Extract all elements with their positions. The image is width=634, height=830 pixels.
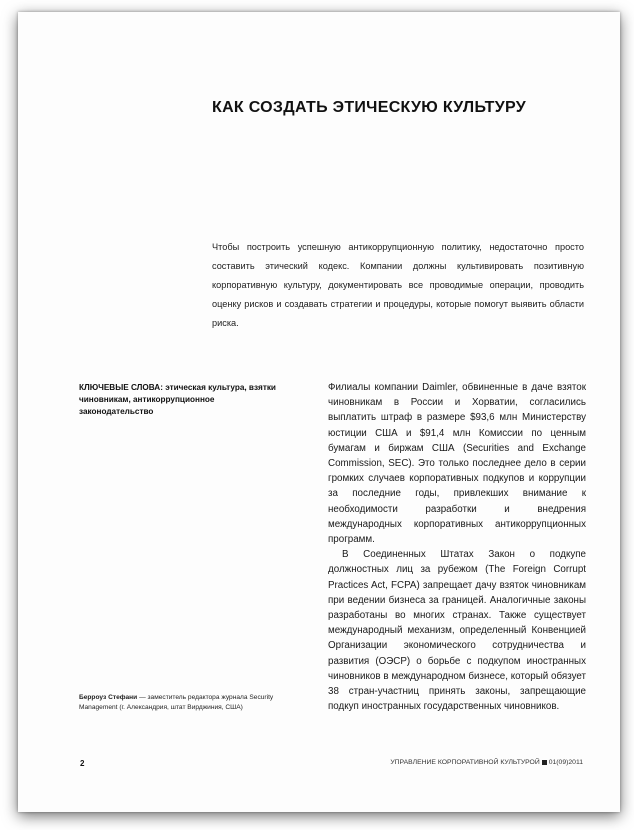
page-number: 2 [80, 759, 85, 768]
article-body [328, 380, 586, 714]
body-paragraph: В Соединенных Штатах Закон о подкупе должностных лиц за рубежом (The Foreign Corrupt Practices Act, FCPA) запрещает дачу взяток чиновникам при ведении бизнеса за границей. Аналогичные законы разработаны во многих странах. Также существует международный механизм, определенный Конвенцией Организации экономического сотрудничества и развития (ОЭСР) о борьбе с подкупом иностранных чиновников в международном бизнесе, который обязует 38 стран-участниц принять законы, запрещающие подкуп иностранных государственных чиновников. [328, 549, 586, 713]
article-lead: Чтобы построить успешную антикоррупционную политику, недостаточно просто составить этический кодекс. Компании должны культивировать позитивную корпоративную культуру, документировать все проводимые операции, проводить оценку рисков и создавать стратегии и процедуры, которые помогут выявить области риска. [212, 242, 584, 328]
square-bullet-icon [542, 760, 547, 765]
author-note [79, 693, 294, 712]
journal-name: УПРАВЛЕНИЕ КОРПОРАТИВНОЙ КУЛЬТУРОЙ [390, 759, 540, 766]
issue-number: 01(09)2011 [548, 759, 583, 766]
author-name: Берроуз Стефани [79, 694, 138, 701]
keywords-text: этическая культура, взятки чиновникам, антикоррупционное законодательство [79, 383, 276, 416]
running-footer [390, 759, 583, 766]
article-title: КАК СОЗДАТЬ ЭТИЧЕСКУЮ КУЛЬТУРУ [212, 99, 526, 116]
body-paragraph: Филиалы компании Daimler, обвиненные в даче взяток чиновникам в России и Хорватии, согласились выплатить штраф в размере $93,6 млн Министерству юстиции США и $91,4 млн Комиссии по ценным бумагам и биржам США (Securities and Exchange Commission, SEC). Это только последнее дело в серии громких случаев корпоративных подкупов и коррупции за последние годы, привлекших внимание к необходимости разработки и внедрения международных корпоративных антикоррупционных программ. [328, 382, 586, 546]
keywords-label: КЛЮЧЕВЫЕ СЛОВА: [79, 383, 163, 392]
document-page [18, 12, 620, 812]
keywords-block [79, 382, 284, 418]
author-info: — заместитель редактора журнала Security Management (г. Александрия, штат Вирджиния, США) [79, 694, 274, 711]
